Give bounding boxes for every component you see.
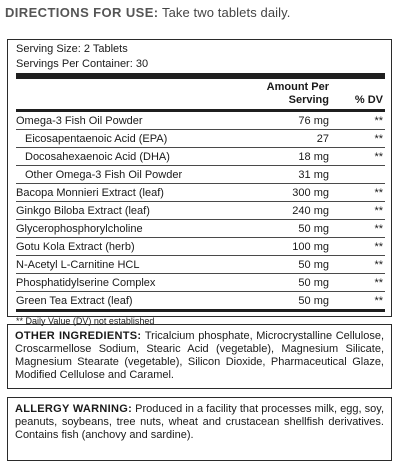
table-row	[16, 238, 385, 256]
ingredient-amount: 18 mg	[234, 148, 343, 166]
serving-size: Serving Size: 2 Tablets	[16, 43, 128, 55]
table-row	[16, 292, 385, 311]
table-row	[16, 166, 385, 184]
ingredient-dv: **	[343, 148, 385, 166]
ingredient-dv: **	[343, 130, 385, 148]
allergy-warning-text: Produced in a facility that processes milk, egg, soy, peanuts, soybeans, tree nuts, wheat and crustacean shellfish derivatives. Contains fish (anchovy and sardine).	[15, 403, 385, 441]
directions-for-use	[5, 5, 291, 20]
supplement-facts-rows	[16, 111, 385, 311]
directions-label: DIRECTIONS FOR USE:	[5, 5, 159, 20]
header-percent-dv: % DV	[354, 94, 383, 106]
ingredient-amount: 50 mg	[234, 292, 343, 311]
allergy-warning-label: ALLERGY WARNING:	[15, 403, 133, 415]
ingredient-amount: 50 mg	[234, 256, 343, 274]
supplement-facts-table	[16, 79, 385, 312]
ingredient-amount: 50 mg	[234, 220, 343, 238]
table-row	[16, 148, 385, 166]
table-row	[16, 111, 385, 130]
ingredient-name: N-Acetyl L-Carnitine HCL	[16, 256, 234, 274]
ingredient-amount: 76 mg	[234, 111, 343, 130]
table-row	[16, 220, 385, 238]
ingredient-dv: **	[343, 202, 385, 220]
ingredient-name: Other Omega-3 Fish Oil Powder	[16, 166, 234, 184]
ingredient-name: Bacopa Monnieri Extract (leaf)	[16, 184, 234, 202]
allergy-warning-box	[7, 397, 392, 461]
ingredient-dv: **	[343, 111, 385, 130]
daily-value-footnote: ** Daily Value (DV) not established	[16, 316, 155, 326]
ingredient-amount: 27	[234, 130, 343, 148]
ingredient-name: Omega-3 Fish Oil Powder	[16, 111, 234, 130]
other-ingredients-text: Tricalcium phosphate, Microcrystalline Cellulose, Croscarmellose Sodium, Stearic Acid (vegetable), Magnesium Silicate, Magnesium Stearate (vegetable), Silicon Dioxide, Pharmaceutical Glaze, Modified Cellulose and Caramel.	[15, 330, 385, 381]
other-ingredients-label: OTHER INGREDIENTS:	[15, 330, 142, 342]
ingredient-dv: **	[343, 256, 385, 274]
ingredient-name: Eicosapentaenoic Acid (EPA)	[16, 130, 234, 148]
ingredient-name: Docosahexaenoic Acid (DHA)	[16, 148, 234, 166]
ingredient-dv	[343, 166, 385, 184]
other-ingredients-box	[7, 324, 392, 389]
ingredient-amount: 100 mg	[234, 238, 343, 256]
ingredient-amount: 300 mg	[234, 184, 343, 202]
supplement-facts-panel	[7, 39, 392, 326]
header-spacer	[16, 79, 234, 111]
ingredient-dv: **	[343, 184, 385, 202]
ingredient-name: Glycerophosphorylcholine	[16, 220, 234, 238]
servings-per-container: Servings Per Container: 30	[16, 58, 149, 70]
header-amount-per-serving: Amount Per Serving	[266, 81, 329, 106]
table-row	[16, 130, 385, 148]
ingredient-amount: 31 mg	[234, 166, 343, 184]
directions-text: Take two tablets daily.	[161, 5, 291, 20]
ingredient-dv: **	[343, 292, 385, 311]
ingredient-name: Gotu Kola Extract (herb)	[16, 238, 234, 256]
table-row	[16, 256, 385, 274]
ingredient-name: Green Tea Extract (leaf)	[16, 292, 234, 311]
ingredient-name: Phosphatidylserine Complex	[16, 274, 234, 292]
ingredient-dv: **	[343, 238, 385, 256]
table-row	[16, 202, 385, 220]
ingredient-name: Ginkgo Biloba Extract (leaf)	[16, 202, 234, 220]
table-header-row	[16, 79, 385, 111]
ingredient-amount: 240 mg	[234, 202, 343, 220]
ingredient-dv: **	[343, 220, 385, 238]
table-row	[16, 184, 385, 202]
table-row	[16, 274, 385, 292]
ingredient-amount: 50 mg	[234, 274, 343, 292]
ingredient-dv: **	[343, 274, 385, 292]
